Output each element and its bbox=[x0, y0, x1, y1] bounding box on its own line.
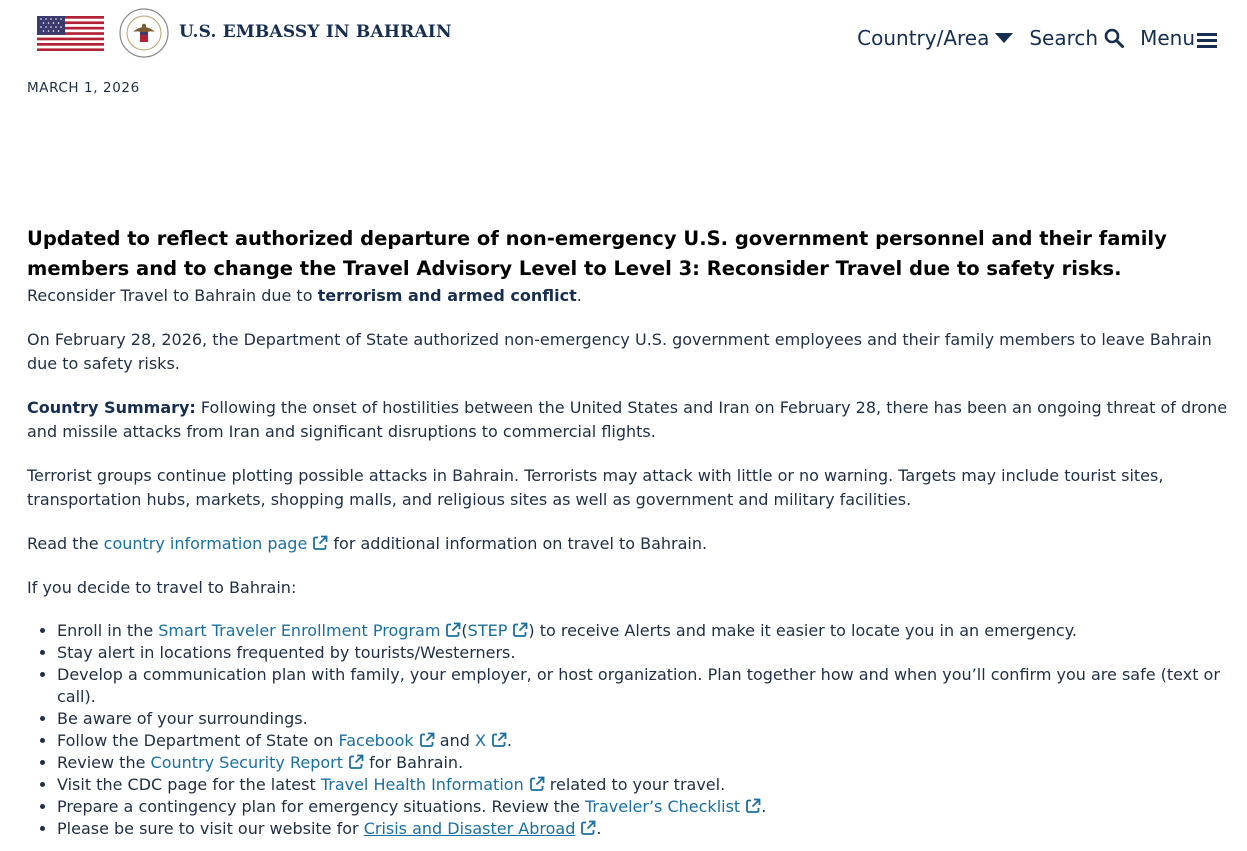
country-area-label: Country/Area bbox=[857, 26, 990, 50]
list-item: • Stay alert in locations frequented by tourists/Westerners. bbox=[57, 642, 1232, 664]
country-security-report-link[interactable]: Country Security Report bbox=[151, 753, 364, 772]
list-item: • Review the Country Security Report for Bahrain. bbox=[57, 752, 1232, 774]
external-link-icon bbox=[529, 776, 545, 792]
read-more-text: Read the bbox=[27, 534, 104, 553]
external-link-icon bbox=[348, 754, 364, 770]
site-title[interactable]: U.S. EMBASSY IN BAHRAIN bbox=[179, 22, 452, 42]
hamburger-menu-icon bbox=[1197, 32, 1217, 48]
country-summary-label: Country Summary: bbox=[27, 398, 196, 417]
menu-button[interactable] bbox=[1140, 26, 1217, 50]
country-area-dropdown[interactable] bbox=[857, 26, 1013, 50]
external-link-icon bbox=[580, 820, 596, 836]
step-link[interactable]: STEP bbox=[468, 621, 529, 640]
read-more-paragraph bbox=[27, 532, 1232, 556]
intro-text: Reconsider Travel to Bahrain due to bbox=[27, 286, 318, 305]
list-item: • Please be sure to visit our website for Crisis and Disaster Abroad . bbox=[57, 818, 1232, 840]
search-label: Search bbox=[1029, 26, 1099, 50]
facebook-link[interactable]: Facebook bbox=[338, 731, 434, 750]
if-travel-paragraph: If you decide to travel to Bahrain: bbox=[27, 578, 297, 597]
site-header bbox=[0, 0, 1247, 75]
publish-date: MARCH 1, 2026 bbox=[27, 80, 140, 96]
menu-label: Menu bbox=[1140, 26, 1195, 50]
caret-down-icon bbox=[995, 33, 1013, 43]
travelers-checklist-link[interactable]: Traveler’s Checklist bbox=[585, 797, 761, 816]
search-icon bbox=[1104, 28, 1124, 48]
country-information-link[interactable]: country information page bbox=[104, 534, 329, 553]
list-item: • Be aware of your surroundings. bbox=[57, 708, 1232, 730]
departure-paragraph: On February 28, 2026, the Department of State authorized non-emergency U.S. government employees and their family members to leave Bahrain due to safety risks. bbox=[27, 330, 1212, 373]
country-summary-paragraph bbox=[27, 396, 1232, 444]
advisory-content bbox=[27, 224, 1232, 840]
embassy-seal-icon[interactable] bbox=[119, 8, 169, 58]
list-item: • Visit the CDC page for the latest Travel Health Information related to your travel. bbox=[57, 774, 1232, 796]
external-link-icon bbox=[745, 798, 761, 814]
us-flag-icon[interactable] bbox=[37, 16, 104, 51]
advisory-headline: Updated to reflect authorized departure of non-emergency U.S. government personnel and their family members and to change the Travel Advisory Level to Level 3: Reconsider Travel due to safety risks. bbox=[27, 227, 1167, 280]
external-link-icon bbox=[445, 622, 461, 638]
main-nav bbox=[841, 26, 1217, 50]
intro-end: . bbox=[576, 286, 582, 305]
external-link-icon bbox=[512, 622, 528, 638]
terrorism-paragraph: Terrorist groups continue plotting possible attacks in Bahrain. Terrorists may attack with little or no warning. Targets may include tourist sites, transportation hubs, markets, shopping malls, and religious sites as well as government and military facilities. bbox=[27, 466, 1164, 509]
advisory-intro bbox=[27, 284, 1232, 308]
list-item: • Enroll in the Smart Traveler Enrollment Program (STEP ) to receive Alerts and make it easier to locate you in an emergency. bbox=[57, 620, 1232, 642]
read-more-end: for additional information on travel to Bahrain. bbox=[328, 534, 708, 553]
search-button[interactable] bbox=[1029, 26, 1124, 50]
external-link-icon bbox=[312, 535, 328, 551]
country-summary-text: Following the onset of hostilities between the United States and Iran on February 28, there has been an ongoing threat of drone and missile attacks from Iran and significant disruptions to commercial flights. bbox=[27, 398, 1228, 441]
external-link-icon bbox=[491, 732, 507, 748]
intro-risk: terrorism and armed conflict bbox=[317, 286, 577, 305]
x-link[interactable]: X bbox=[475, 731, 507, 750]
external-link-icon bbox=[419, 732, 435, 748]
crisis-and-disaster-abroad-link[interactable]: Crisis and Disaster Abroad bbox=[364, 819, 597, 838]
list-item: • Prepare a contingency plan for emergency situations. Review the Traveler’s Checklist . bbox=[57, 796, 1232, 818]
smart-traveler-link[interactable]: Smart Traveler Enrollment Program bbox=[158, 621, 461, 640]
list-item: • Follow the Department of State on Facebook and X . bbox=[57, 730, 1232, 752]
travel-health-information-link[interactable]: Travel Health Information bbox=[321, 775, 545, 794]
recommendations-list bbox=[27, 620, 1232, 840]
list-item: • Develop a communication plan with family, your employer, or host organization. Plan together how and when you’ll confirm you are safe (text or call). bbox=[57, 664, 1232, 708]
